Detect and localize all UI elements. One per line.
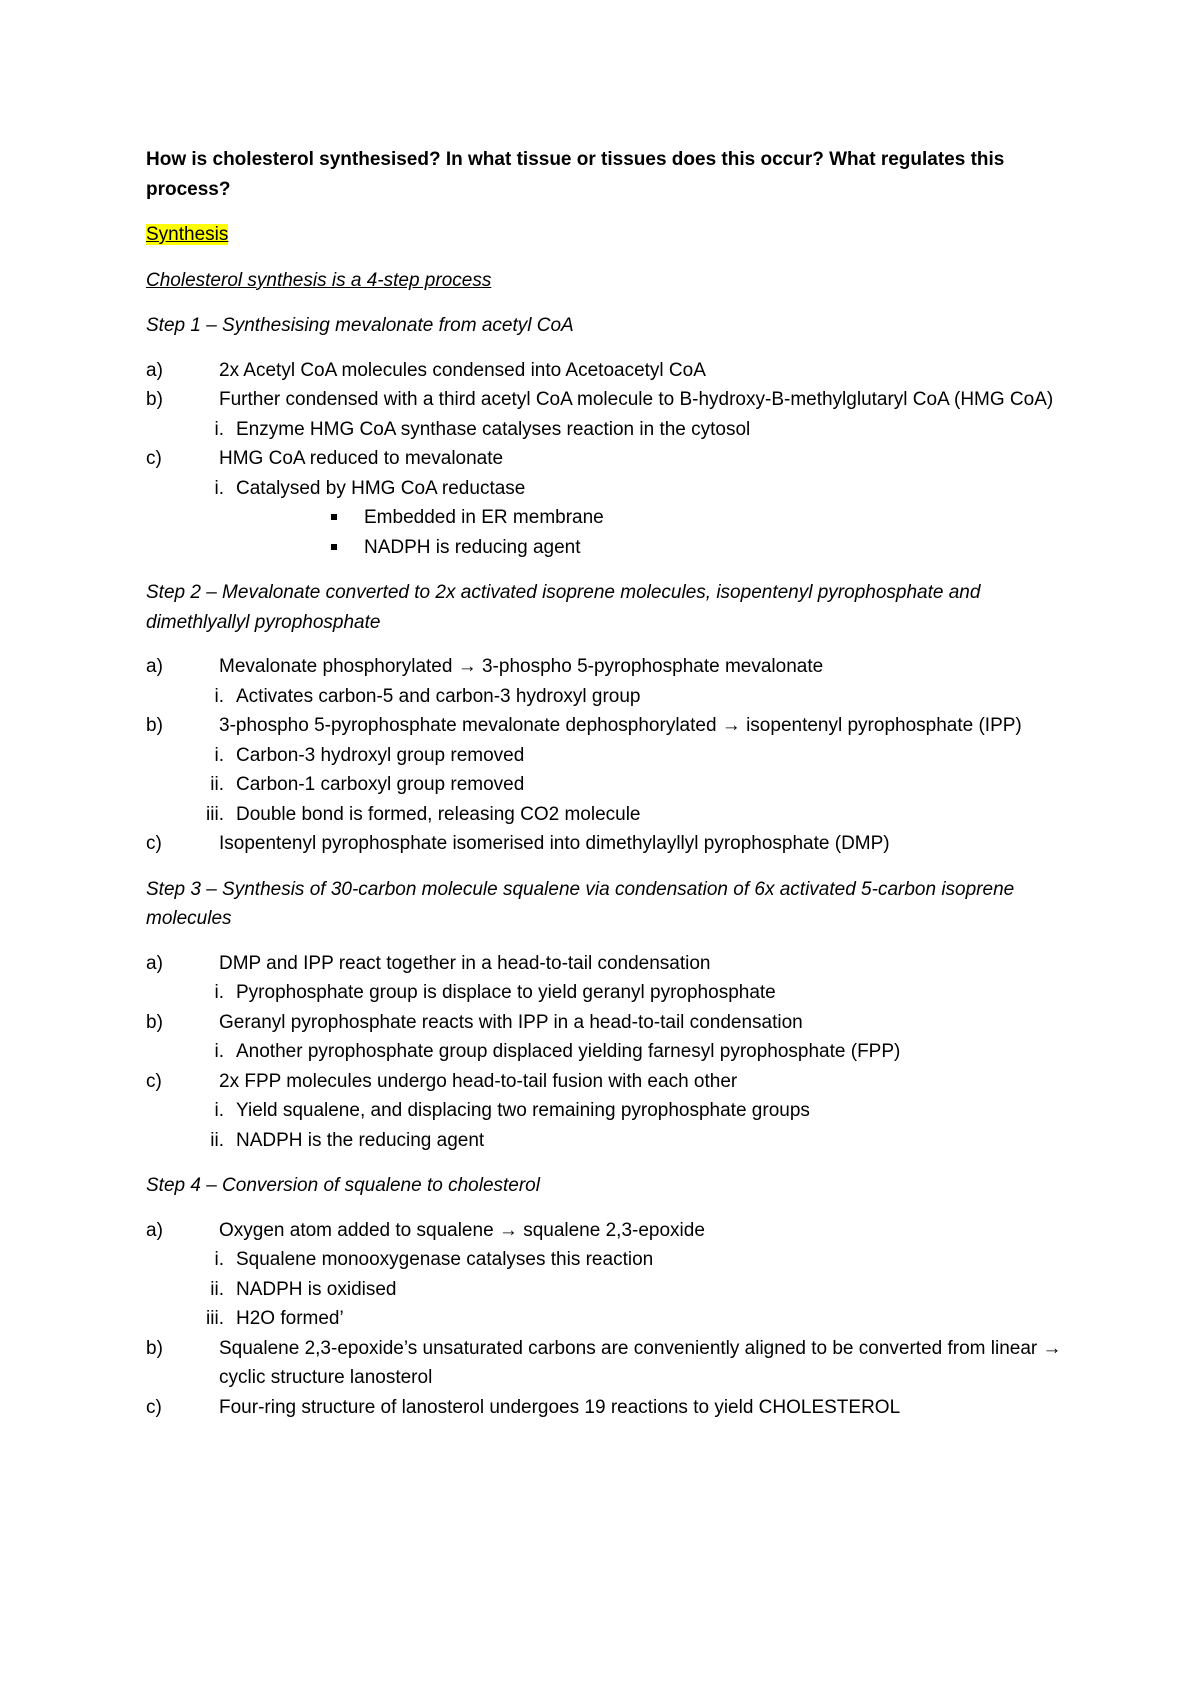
sub-list <box>182 682 1066 712</box>
list-item-text: Geranyl pyrophosphate reacts with IPP in a head-to-tail condensation <box>219 1011 803 1033</box>
sub-list <box>182 474 1066 563</box>
sub-list-item-text: Enzyme HMG CoA synthase catalyses reaction in the cytosol <box>236 418 751 440</box>
sub-list-item-text: Catalysed by HMG CoA reductase <box>236 477 526 499</box>
sub-list <box>182 741 1066 830</box>
sub-list-item-text: Carbon-3 hydroxyl group removed <box>236 744 525 766</box>
sub-list-item <box>182 800 1066 830</box>
list-marker: b) <box>146 1337 163 1359</box>
sub-list-item-text: Carbon-1 carboxyl group removed <box>236 774 525 795</box>
sub-list-marker: ii. <box>210 1278 224 1300</box>
list-marker: c) <box>146 448 162 469</box>
list-item-text: Squalene 2,3-epoxide’s unsaturated carbons are conveniently aligned to be converted from linear → cyclic structure lanosterol <box>219 1337 1062 1388</box>
step-list <box>146 356 1066 563</box>
list-item <box>146 829 1066 859</box>
sub-list-marker: ii. <box>210 1129 224 1151</box>
list-item-text: Mevalonate phosphorylated → 3-phospho 5-pyrophosphate mevalonate <box>219 656 824 677</box>
sub-list-item-text: Double bond is formed, releasing CO2 molecule <box>236 803 641 825</box>
sub-list-marker: ii. <box>210 774 224 795</box>
subheading: Cholesterol synthesis is a 4-step process <box>146 269 492 291</box>
list-item <box>146 444 1066 562</box>
section-heading <box>146 220 1066 250</box>
sub-list-item-text: NADPH is the reducing agent <box>236 1129 485 1151</box>
list-marker: c) <box>146 1396 162 1418</box>
sub-list <box>182 1096 1066 1155</box>
list-marker: a) <box>146 952 163 974</box>
question-heading: How is cholesterol synthesised? In what tissue or tissues does this occur? What regulates this process? <box>146 149 1005 200</box>
square-bullet-icon <box>328 503 364 533</box>
list-item <box>146 356 1066 386</box>
sub-list <box>182 1245 1066 1334</box>
step-list <box>146 1216 1066 1423</box>
list-item <box>146 1067 1066 1156</box>
bullet-item-text: Embedded in ER membrane <box>364 507 604 528</box>
list-marker: a) <box>146 1219 163 1241</box>
list-item-text: Isopentenyl pyrophosphate isomerised into dimethylayllyl pyrophosphate (DMP) <box>219 833 890 854</box>
bullet-item <box>328 503 1066 533</box>
sub-list <box>182 415 1066 445</box>
sub-list-marker: i. <box>214 477 224 499</box>
list-item-text: HMG CoA reduced to mevalonate <box>219 448 504 469</box>
sub-list-item-text: Another pyrophosphate group displaced yielding farnesyl pyrophosphate (FPP) <box>236 1041 901 1062</box>
sub-list-item <box>182 1245 1066 1275</box>
sub-list <box>182 978 1066 1008</box>
list-item-text: Further condensed with a third acetyl CoA molecule to B-hydroxy-B-methylglutaryl CoA (HMG CoA) <box>219 389 1054 410</box>
step-title: Step 2 – Mevalonate converted to 2x activated isoprene molecules, isopentenyl pyrophosphate and dimethlyallyl pyrophosphate <box>146 582 981 633</box>
sub-list-item <box>182 1304 1066 1334</box>
list-item <box>146 652 1066 711</box>
sub-list <box>182 1037 1066 1067</box>
step-list <box>146 949 1066 1156</box>
bullet-item <box>328 533 1066 563</box>
sub-list-item <box>182 978 1066 1008</box>
sub-list-item <box>182 1275 1066 1305</box>
sub-list-marker: i. <box>214 744 224 766</box>
bullet-list <box>328 503 1066 562</box>
sub-list-marker: iii. <box>206 1308 224 1329</box>
sub-list-marker: i. <box>214 1100 224 1121</box>
sub-list-item <box>182 1096 1066 1126</box>
bullet-item-text: NADPH is reducing agent <box>364 536 581 558</box>
square-bullet-icon <box>328 533 364 563</box>
list-item <box>146 1008 1066 1067</box>
sub-list-item-text: Squalene monooxygenase catalyses this reaction <box>236 1249 654 1270</box>
list-item-text: Oxygen atom added to squalene → squalene 2,3-epoxide <box>219 1219 705 1241</box>
list-item <box>146 1216 1066 1334</box>
list-marker: b) <box>146 1011 163 1033</box>
list-marker: c) <box>146 833 162 854</box>
sub-list-item-text: Yield squalene, and displacing two remaining pyrophosphate groups <box>236 1100 810 1121</box>
steps-container <box>146 311 1066 1422</box>
sub-list-marker: i. <box>214 418 224 440</box>
list-marker: b) <box>146 715 163 736</box>
sub-list-marker: i. <box>214 685 224 707</box>
sub-list-item <box>182 1126 1066 1156</box>
step-list <box>146 652 1066 859</box>
sub-list-item-text: Activates carbon-5 and carbon-3 hydroxyl group <box>236 685 641 707</box>
sub-list-marker: i. <box>214 1249 224 1270</box>
sub-list-item <box>182 682 1066 712</box>
document-content <box>146 145 1066 1438</box>
highlighted-heading: Synthesis <box>146 224 229 245</box>
sub-list-item-text: NADPH is oxidised <box>236 1278 397 1300</box>
step-title: Step 4 – Conversion of squalene to cholesterol <box>146 1175 540 1196</box>
step-title: Step 1 – Synthesising mevalonate from acetyl CoA <box>146 315 574 336</box>
list-item <box>146 949 1066 1008</box>
list-item <box>146 1393 1066 1423</box>
list-item-text: Four-ring structure of lanosterol undergoes 19 reactions to yield CHOLESTEROL <box>219 1396 901 1418</box>
list-marker: a) <box>146 359 163 381</box>
list-item-text: 3-phospho 5-pyrophosphate mevalonate dephosphorylated → isopentenyl pyrophosphate (IPP) <box>219 715 1022 736</box>
sub-list-marker: i. <box>214 982 224 1003</box>
list-marker: a) <box>146 656 163 677</box>
list-item <box>146 385 1066 444</box>
sub-list-item <box>182 770 1066 800</box>
step-title: Step 3 – Synthesis of 30-carbon molecule squalene via condensation of 6x activated 5-carbon isoprene molecules <box>146 878 1015 929</box>
sub-list-item-text: Pyrophosphate group is displace to yield geranyl pyrophosphate <box>236 982 776 1003</box>
list-item-text: DMP and IPP react together in a head-to-tail condensation <box>219 952 711 974</box>
list-item <box>146 1334 1066 1393</box>
list-marker: b) <box>146 389 163 410</box>
sub-list-item <box>182 474 1066 563</box>
list-item <box>146 711 1066 829</box>
sub-list-marker: iii. <box>206 803 224 825</box>
sub-list-item <box>182 1037 1066 1067</box>
sub-list-marker: i. <box>214 1041 224 1062</box>
sub-list-item <box>182 741 1066 771</box>
list-marker: c) <box>146 1070 162 1092</box>
sub-list-item <box>182 415 1066 445</box>
list-item-text: 2x FPP molecules undergo head-to-tail fusion with each other <box>219 1070 738 1092</box>
sub-list-item-text: H2O formed’ <box>236 1308 344 1329</box>
list-item-text: 2x Acetyl CoA molecules condensed into Acetoacetyl CoA <box>219 359 706 381</box>
